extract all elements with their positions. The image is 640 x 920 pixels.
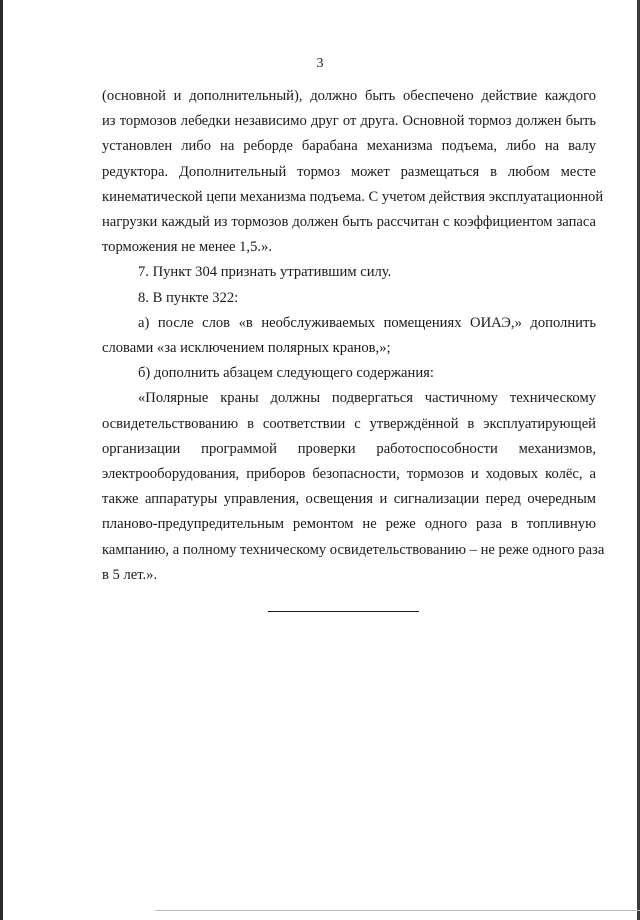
paragraph-brake-requirements — [102, 84, 604, 260]
scan-artifact-line — [155, 910, 640, 911]
paragraph-item-7 — [102, 260, 596, 285]
text-line: торможения не менее 1,5.». — [102, 239, 272, 256]
end-separator-line — [268, 611, 419, 612]
text-line: редуктора. Дополнительный тормоз может размещаться в любом месте — [102, 163, 596, 180]
text-line: 7. Пункт 304 признать утратившим силу. — [138, 264, 392, 281]
paragraph-polar-cranes — [102, 386, 605, 588]
text-line: планово-предупредительным ремонтом не реже одного раза в топливную — [102, 516, 596, 533]
paragraph-item-8 — [102, 286, 596, 311]
text-line: кампанию, а полному техническому освидетельствованию – не реже одного раза — [102, 541, 605, 558]
text-line: установлен либо на реборде барабана механизма подъема, либо на валу — [102, 138, 596, 155]
text-line: нагрузки каждый из тормозов должен быть рассчитан с коэффициентом запаса — [102, 214, 596, 231]
text-line: б) дополнить абзацем следующего содержания: — [138, 365, 434, 382]
text-line: электрооборудования, приборов безопасности, тормозов и ходовых колёс, а — [102, 466, 596, 483]
text-line: «Полярные краны должны подвергаться частичному техническому — [138, 390, 596, 407]
paragraph-subitem-b — [102, 361, 596, 386]
document-body — [102, 84, 605, 588]
scan-edge-left — [0, 0, 3, 920]
text-line: а) после слов «в необслуживаемых помещениях ОИАЭ,» дополнить — [138, 314, 596, 331]
page-number: 3 — [316, 56, 324, 71]
text-line: организации программой проверки работоспособности механизмов, — [102, 440, 596, 457]
text-line: кинематической цепи механизма подъема. С учетом действия эксплуатационной — [102, 188, 604, 205]
text-line: (основной и дополнительный), должно быть обеспечено действие каждого — [102, 88, 596, 104]
text-line: освидетельствованию в соответствии с утверждённой в эксплуатирующей — [102, 415, 596, 432]
text-line: также аппаратуры управления, освещения и сигнализации перед очередным — [102, 491, 596, 508]
text-line: 8. В пункте 322: — [138, 289, 239, 306]
text-line: из тормозов лебедки независимо друг от друга. Основной тормоз должен быть — [102, 113, 596, 130]
text-line: в 5 лет.». — [102, 566, 158, 583]
paragraph-subitem-a — [102, 311, 596, 361]
text-line: словами «за исключением полярных кранов,»; — [102, 340, 391, 357]
